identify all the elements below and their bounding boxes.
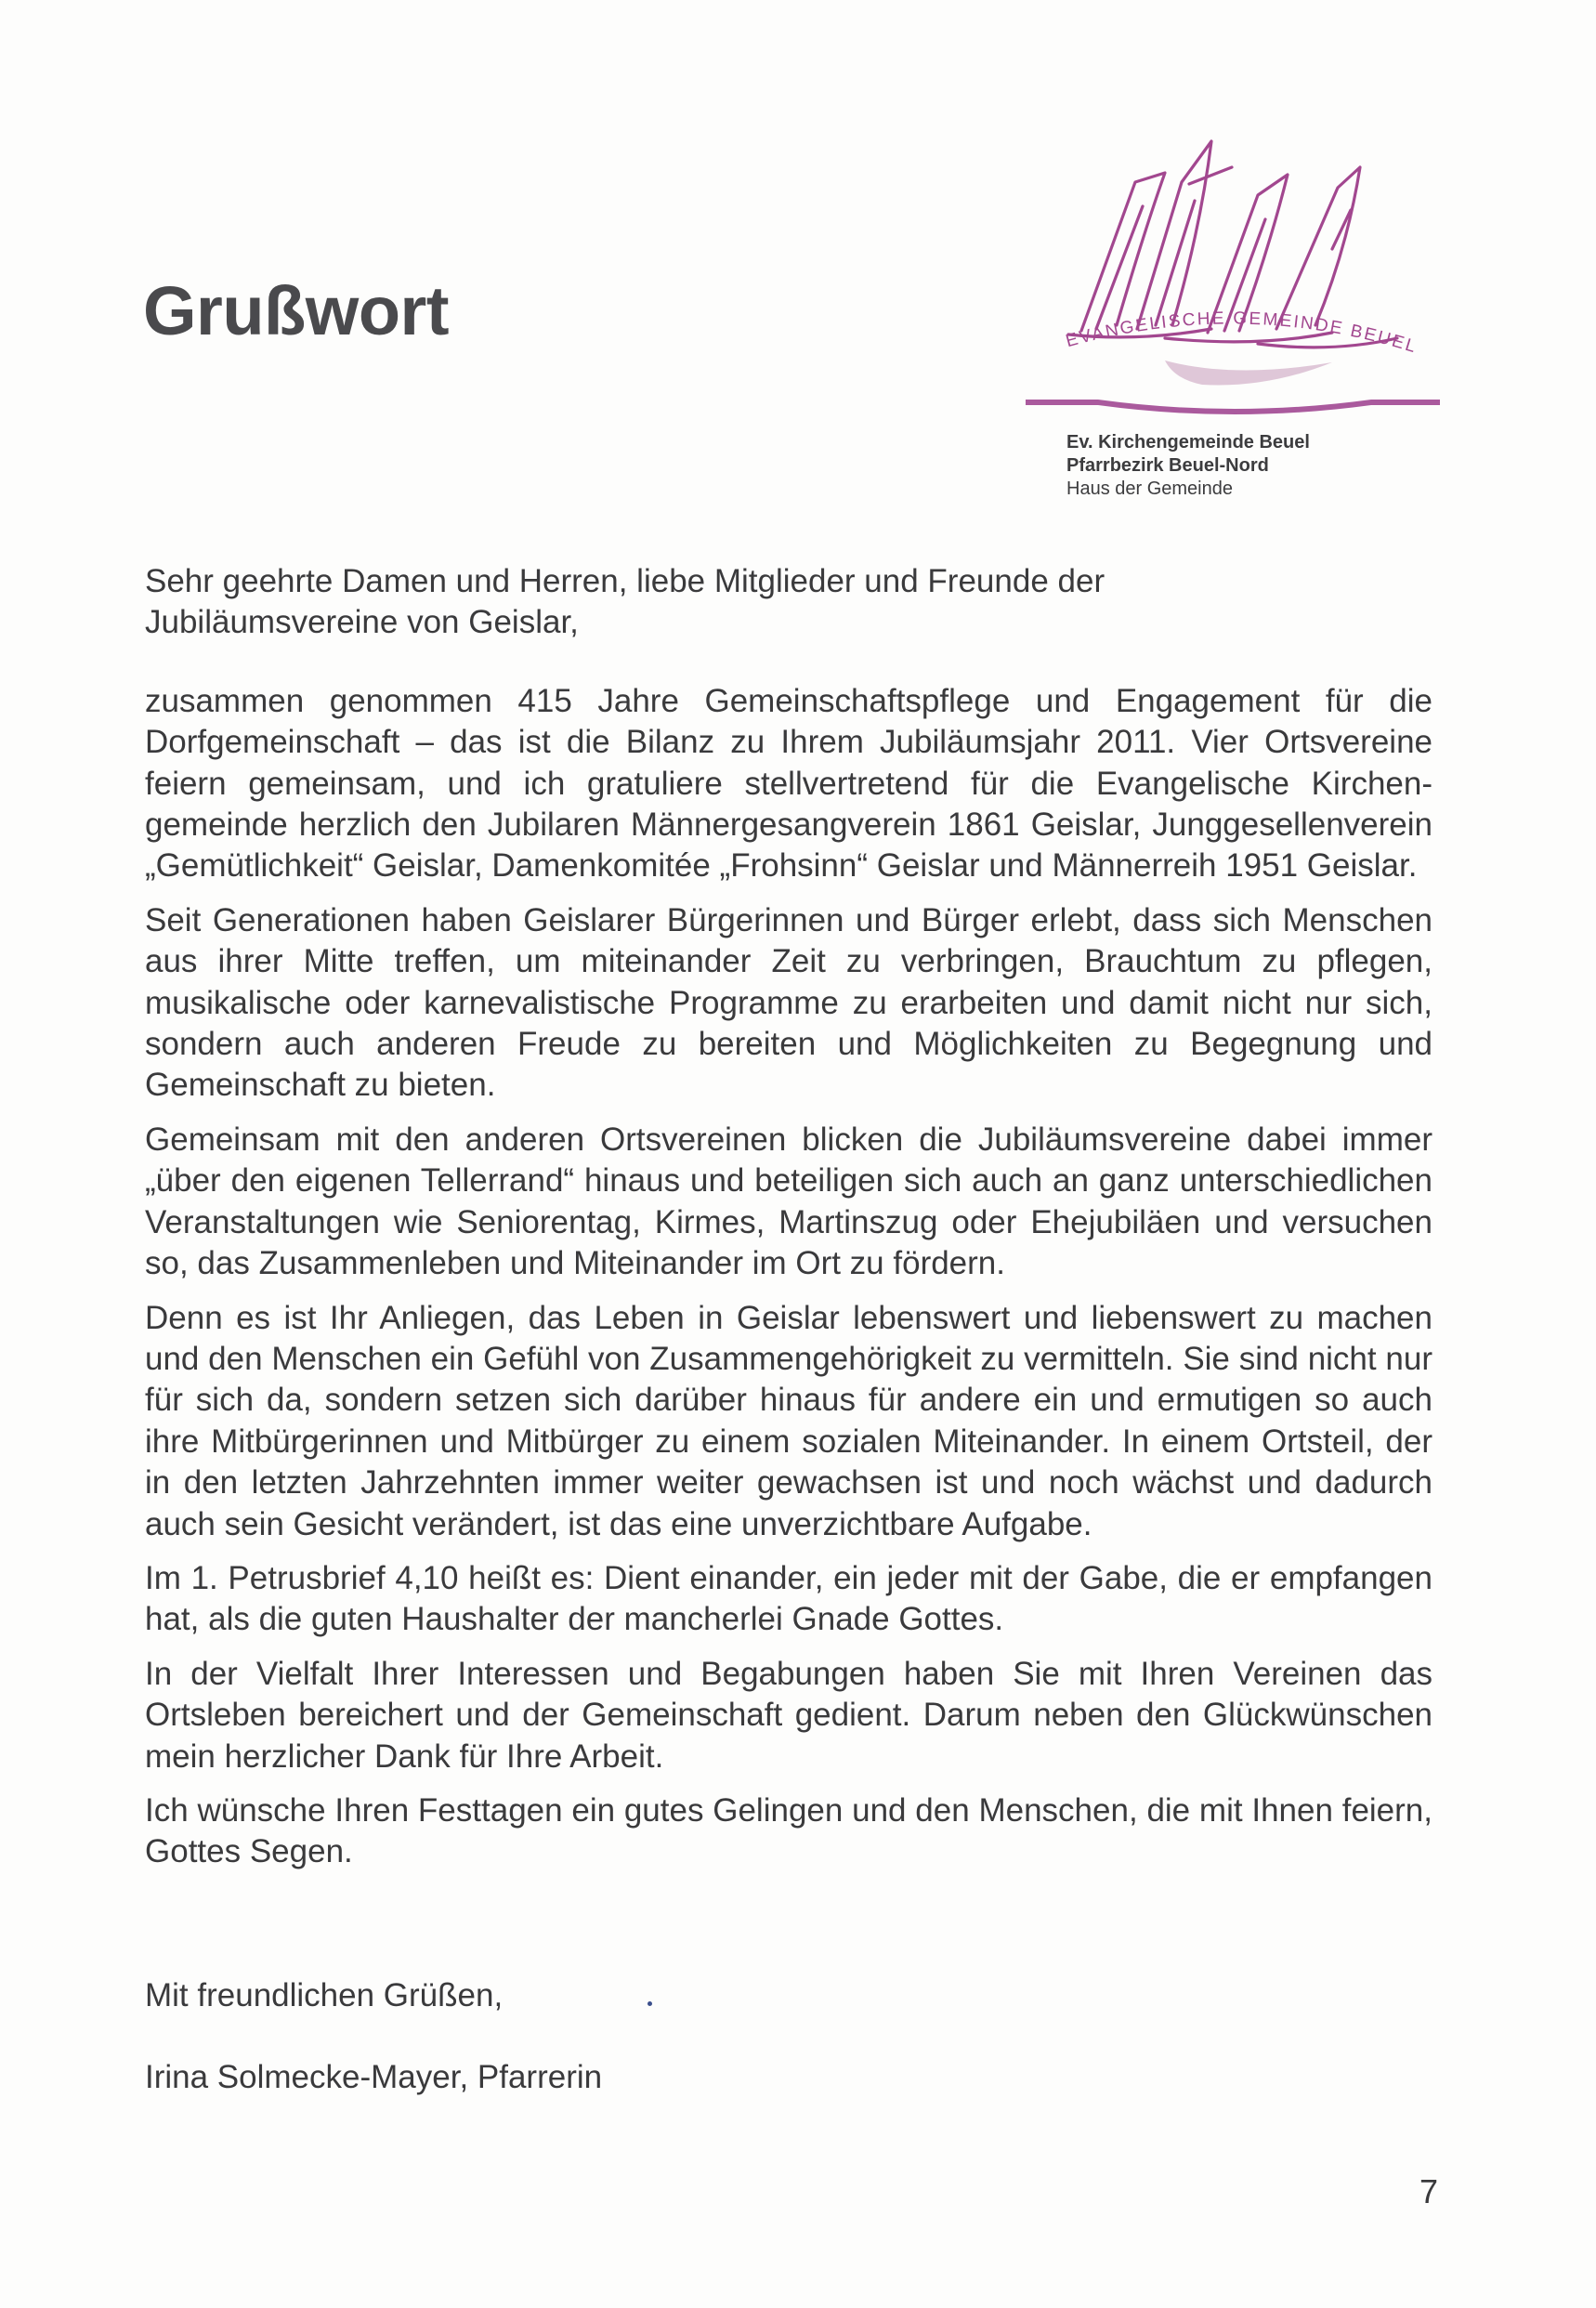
svg-text:EVANGELISCHE GEMEINDE BEUEL [1064,308,1419,357]
closing: Mit freundlichen Grüßen, [145,1977,504,2013]
logo-caption [1066,431,1310,501]
paragraph-1: zusammen genommen 415 Jahre Gemeinschaftspflege und Engagement für die Dorfgemeinschaft – das ist die Bilanz zu Ihrem Jubiläumsjahr 2011. Vier Ortsvereine feiern gemeinsam, und ich gratuliere stellvertretend für die Evangelische Kirchengemeinde herzlich den Jubilaren Männergesangverein 1861 Geislar, Junggesellenverein „Gemütlichkeit“ Geislar, Damenkomitée „Frohsinn“ Geislar und Männerreih 1951 Geislar. [145,682,1432,885]
church-logo [1026,110,1440,416]
page-title: Grußwort [143,272,449,349]
parish-district: Pfarrbezirk Beuel-Nord [1066,455,1269,476]
page-number: 7 [1419,2172,1439,2210]
paragraph-7: Ich wünsche Ihren Festtagen ein gutes Gelingen und den Menschen, die mit Ihnen feiern, Gottes Segen. [145,1791,1432,1870]
paragraph-3: Gemeinsam mit den anderen Ortsvereinen blicken die Jubiläumsvereine dabei immer „über den eigenen Tellerrand“ hinaus und beteiligen sich auch an ganz unterschiedlichen Veranstaltungen wie Seniorentag, Kirmes, Martinszug oder Ehejubiläen und versuchen so, das Zusammenleben und Miteinander im Ort zu fördern. [145,1121,1432,1282]
ink-dot [648,2001,652,2006]
letter-body [145,561,1432,1886]
paragraph-6: In der Vielfalt Ihrer Interessen und Begabungen haben Sie mit Ihren Vereinen das Ortsleben bereichert und der Gemeinschaft gedient. Darum neben den Glückwünschen mein herzlicher Dank für Ihre Arbeit. [145,1655,1432,1775]
parish-house: Haus der Gemeinde [1066,479,1233,499]
signature: Irina Solmecke-Mayer, Pfarrerin [145,2059,603,2095]
paragraph-2: Seit Generationen haben Geislarer Bürgerinnen und Bürger erlebt, dass sich Menschen aus ihrer Mitte treffen, um miteinander Zeit zu verbringen, Brauchtum zu pflegen, musikalische oder karnevalistische Programme zu erarbeiten und damit nicht nur sich, sondern auch anderen Freude zu bereiten und Möglichkeiten zu Begegnung und Gemeinschaft zu bieten. [145,901,1432,1104]
logo-arc-text: EVANGELISCHE GEMEINDE BEUEL [1064,308,1420,358]
congregation-name: Ev. Kirchengemeinde Beuel [1066,432,1310,452]
paragraph-5: Im 1. Petrusbrief 4,10 heißt es: Dient einander, ein jeder mit der Gabe, die er empfangen hat, als die guten Haushalter der mancherlei Gnade Gottes. [145,1559,1432,1638]
logo-underline [1026,400,1440,414]
paragraph-4: Denn es ist Ihr Anliegen, das Leben in Geislar lebenswert und liebenswert zu machen und den Menschen ein Gefühl von Zusammengehörigkeit zu vermitteln. Sie sind nicht nur für sich da, sondern setzen sich darüber hinaus für andere ein und ermutigen so auch ihre Mitbürgerinnen und Mitbürger zu einem sozialen Miteinander. In einem Ortsteil, der in den letzten Jahrzehnten immer weiter gewachsen ist und noch wächst und dadurch auch sein Gesicht verändert, ist das eine unverzichtbare Aufgabe. [145,1299,1432,1542]
salutation: Sehr geehrte Damen und Herren, liebe Mitglieder und Freunde der Jubiläumsvereine von Geislar, [145,563,1105,641]
